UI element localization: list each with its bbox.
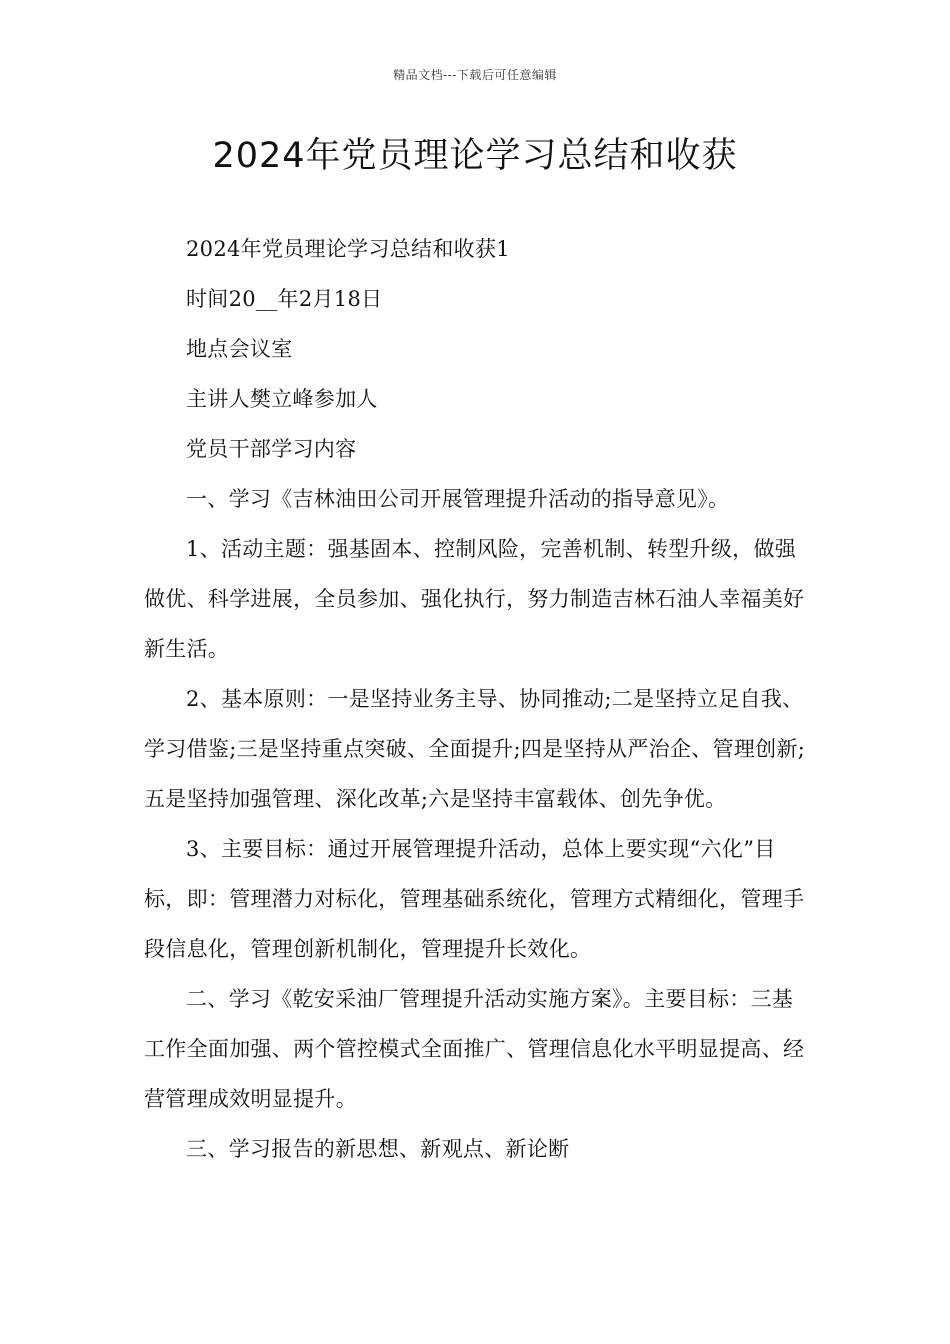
paragraph: 3、主要目标：通过开展管理提升活动，总体上要实现“六化”目标，即：管理潜力对标化，管理基础系统化，管理方式精细化，管理手段信息化，管理创新机制化，管理提升长效化。 — [144, 837, 805, 961]
paragraph: 三、学习报告的新思想、新观点、新论断 — [186, 1137, 570, 1161]
document-body — [144, 224, 808, 1174]
paragraph: 地点会议室 — [186, 337, 293, 361]
paragraph: 二、学习《乾安采油厂管理提升活动实施方案》。主要目标：三基工作全面加强、两个管控模式全面推广、管理信息化水平明显提高、经营管理成效明显提升。 — [144, 987, 805, 1111]
document-title: 2024年党员理论学习总结和收获 — [212, 136, 738, 176]
paragraph: 一、学习《吉林油田公司开展管理提升活动的指导意见》。 — [186, 487, 730, 511]
paragraph: 主讲人樊立峰参加人 — [186, 387, 378, 411]
paragraph: 1、活动主题：强基固本、控制风险，完善机制、转型升级，做强做优、科学进展，全员参加、强化执行，努力制造吉林石油人幸福美好新生活。 — [144, 537, 805, 661]
page-header: 精品文档---下载后可任意编辑 — [393, 68, 557, 82]
paragraph: 时间20__年2月18日 — [186, 287, 383, 311]
paragraph: 2、基本原则：一是坚持业务主导、协同推动;二是坚持立足自我、学习借鉴;三是坚持重点突破、全面提升;四是坚持从严治企、管理创新;五是坚持加强管理、深化改革;六是坚持丰富载体、创先争优。 — [144, 687, 806, 811]
paragraph: 党员干部学习内容 — [186, 437, 357, 461]
paragraph: 2024年党员理论学习总结和收获1 — [186, 237, 510, 261]
